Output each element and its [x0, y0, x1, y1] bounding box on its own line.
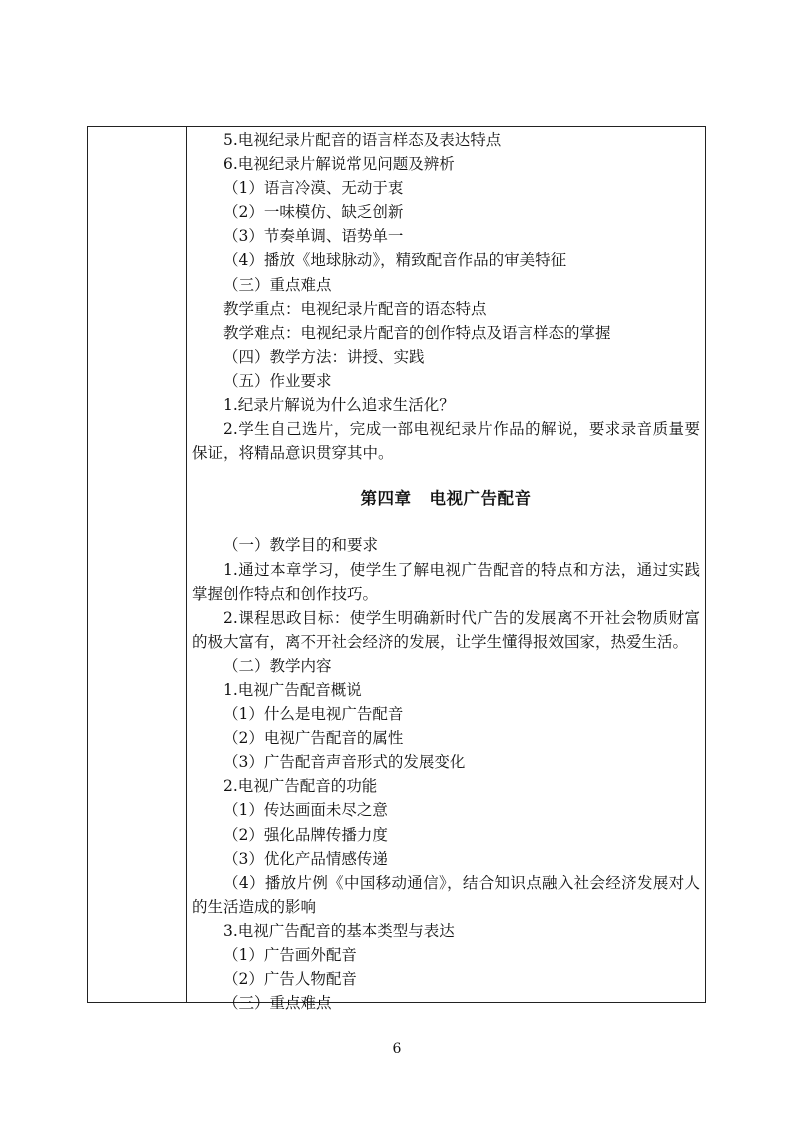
text-line: （三）重点难点 — [223, 275, 332, 294]
text-line: （3）优化产品情感传递 — [223, 849, 388, 868]
text-line: （1）传达画面未尽之意 — [223, 801, 388, 820]
text-line: （四）教学方法：讲授、实践 — [223, 347, 425, 366]
text-line: （2）一味模仿、缺乏创新 — [223, 203, 404, 222]
text-line: （五）作业要求 — [223, 371, 332, 390]
table-column-divider — [186, 126, 187, 1003]
text-line: （3）节奏单调、语势单一 — [223, 227, 404, 246]
text-line: （4）播放《地球脉动》，精致配音作品的审美特征 — [223, 251, 567, 270]
text-line: 教学重点：电视纪录片配音的语态特点 — [223, 299, 487, 318]
text-line: 1.电视广告配音概说 — [223, 680, 362, 699]
text-line: （3）广告配音声音形式的发展变化 — [223, 753, 466, 772]
text-line: （二）教学内容 — [223, 656, 332, 675]
text-line: （三）重点难点 — [223, 994, 332, 1013]
table-content-cell — [192, 128, 700, 1015]
text-line: （2）强化品牌传播力度 — [223, 825, 388, 844]
page-number: 6 — [392, 1041, 402, 1057]
text-paragraph: 2.课程思政目标：使学生明确新时代广告的发展离不开社会物质财富的极大富有，离不开社会经济的发展，让学生懂得报效国家，热爱生活。 — [192, 608, 700, 651]
text-line: 教学难点：电视纪录片配音的创作特点及语言样态的掌握 — [223, 323, 611, 342]
text-line: 6.电视纪录片解说常见问题及辨析 — [223, 155, 455, 174]
text-line: 2.电视广告配音的功能 — [223, 777, 378, 796]
text-line: （1）语言冷漠、无动于衷 — [223, 179, 404, 198]
text-line: （一）教学目的和要求 — [223, 536, 379, 555]
text-line: （1）什么是电视广告配音 — [223, 705, 404, 724]
chapter-number: 第四章 — [360, 489, 412, 509]
text-paragraph: （4）播放片例《中国移动通信》，结合知识点融入社会经济发展对人的生活造成的影响 — [192, 873, 700, 916]
text-line: 5.电视纪录片配音的语言样态及表达特点 — [223, 131, 502, 149]
text-line: （2）电视广告配音的属性 — [223, 729, 404, 748]
text-paragraph: 2.学生自己选片，完成一部电视纪录片作品的解说，要求录音质量要保证，将精品意识贯穿其中。 — [192, 420, 700, 463]
chapter-heading — [192, 487, 700, 511]
text-line: 3.电视广告配音的基本类型与表达 — [223, 921, 455, 940]
text-line: 1.纪录片解说为什么追求生活化？ — [223, 396, 455, 415]
text-line: （1）广告画外配音 — [223, 946, 357, 964]
text-paragraph: 1.通过本章学习，使学生了解电视广告配音的特点和方法，通过实践掌握创作特点和创作技巧。 — [192, 560, 700, 603]
text-line: （2）广告人物配音 — [223, 970, 357, 989]
chapter-title: 电视广告配音 — [429, 489, 532, 509]
